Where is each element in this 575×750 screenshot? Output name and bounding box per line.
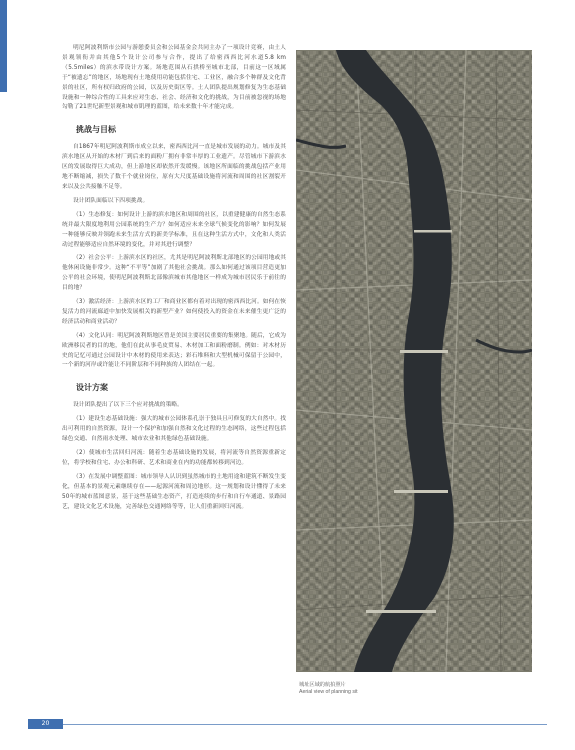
aerial-photo	[296, 50, 532, 672]
body-paragraph: （2）社会公平：上游滨水区的社区，尤其是明尼阿波利斯北部地区的公园用地或其他休闲设施非常少。这种“不平等”加剧了其他社会挑战。那么如何通过该项目营造更加公平的社会环境，使明尼阿波利斯北部像滨城市其他地区一样成为城市居民乐于前往的目的地？	[62, 255, 286, 292]
body-paragraph: （3）在发展中调整蓝图：城市领导人认识到虽然城市的土地用途和建筑不断发生变化，但基本的景观元素继续存在——起源河流和周边地形。这一规划和设计懂得了未来50年的城市蓝图意景，基于这些基础生态资产，打造连续的步行和自行车通道、景路园艺，建设文化艺术设施，完善绿色交通网络等等，让人们重新回归河流。	[62, 473, 286, 510]
body-paragraph: （4）文化认同：明尼阿波利斯地区曾是美国主要居民重要的集聚地。随后，它成为欧洲移民者的目的地，他们在此从事毛皮贸易、木材加工和面粉磨制。例如：对木材历史的记忆可通过公园设计中木材的使用来表达；彩石堆料和大型机械可保留于公园中，一个新的河岸或许能让不同阶层和不同种族的人团结在一起。	[62, 332, 286, 369]
body-paragraph: （1）生态修复：如何设计上游的滨水地区和周围的社区，以重建健康的自然生态系统并最大限度地利用公园系统的生产力？如何适应未来全球气候变化的影响？如何发展一种能够反映并领跑未来生活方式的新美学标准，且在这种生活方式中，文化和人类活动过程能够适应自然环境的变化，并对其进行调整？	[62, 211, 286, 248]
intro-paragraph: 明尼阿波利斯市公园与游憩委员会和公园基金会共同主办了一项设计竞赛，由土人景观领衔并由其他5个设计公司参与合作，提出了给密西西比河水道5.8 km（5.5miles）的滨水带设计方案。场地范围从石拱桥至城市北部，目前这一区域属于“被遗忘”的地区，场地现有土地使用功能包括住宅、工业区，融合多个种群及文化背景的社区，所有权归政府的公园，以及历史街区等。土人团队提出规划修复为生态基础设施和一种综合性的工具来应对生态、社会、经济和文化的挑战，为目前被忽视的场地勾勒了21世纪新型景观和城市肌理的蓝图，给未来数十年才能完成。	[62, 45, 286, 111]
section-heading-challenges: 挑战与目标	[76, 125, 116, 135]
body-paragraph: （2）使城市生活回归河流：随着生态基础设施的发展，将河流等自然资源重新定位，将学校和住宅、办公和科研、艺术和商业在内的功能都转移到河边。	[62, 450, 286, 466]
aerial-map-image	[296, 50, 532, 672]
page-number: 20	[28, 719, 63, 729]
footer-rule	[63, 724, 547, 725]
body-paragraph: （1）建设生态基础设施：强大的城市公园体系孔崇于独具且可修复的大自然中。找出可利用的自然资源，设计一个保护和加强自然和文化过程的生态网络，这些过程包括绿色交通、自然雨水处理、城市农业和其他绿色基础设施。	[62, 416, 286, 443]
photo-caption-en: Aerial view of planning sit	[299, 689, 358, 695]
body-paragraph: 设计团队面临以下四项挑战。	[73, 197, 149, 204]
accent-bar	[0, 0, 7, 92]
body-paragraph: 设计团队提出了以下三个应对挑战的策略。	[73, 402, 183, 409]
body-paragraph: 自1867年明尼阿波利斯市成立以来，密西西比河一直是城市发展的动力。城市及其滨水地区从开始的木材厂到后来的面粉厂拥有非常丰厚的工业遗产。尽管城市下游滨水区的发展取得巨大成功，但上游地区却依然开发缓慢。该地区所面临的挑战包括产业用地不断缩减，损失了数千个就业岗位，原有大尺度基础设施将河流和周围的社区割裂开来以及公共接触不足等。	[62, 144, 286, 190]
section-heading-design: 设计方案	[76, 383, 108, 393]
body-paragraph: （3）激活经济：上游滨水区的工厂和商业区都有着对出现的密西西比河。如何在恢复活力的河流廊道中加快发展相关的新型产业？如何使投入的资金在未来催生更广泛的经济活动和商业活动？	[62, 299, 286, 325]
article-text	[62, 44, 286, 516]
photo-caption-cn: 城址区域的航拍照片	[299, 682, 346, 688]
